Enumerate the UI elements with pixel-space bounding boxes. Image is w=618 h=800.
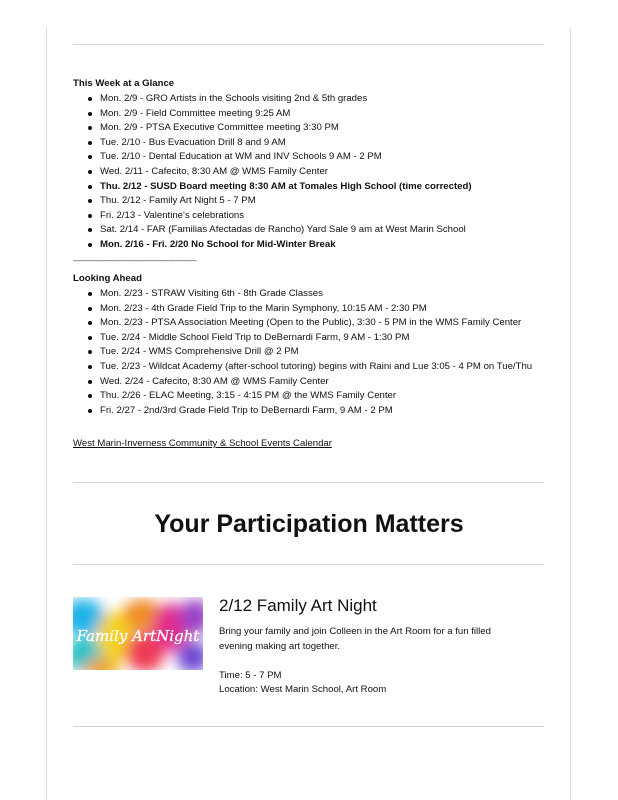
art-night-graphic	[73, 597, 203, 670]
glance-item: Mon. 2/9 - Field Committee meeting 9:25 AM	[73, 107, 553, 122]
family-art-night-image	[73, 597, 203, 670]
events-calendar-link[interactable]: West Marin-Inverness Community & School Events Calendar	[73, 438, 332, 449]
looking-ahead-list	[73, 287, 553, 418]
event-details	[219, 625, 519, 698]
participation-heading: Your Participation Matters	[154, 510, 464, 538]
ahead-item: Mon. 2/23 - 4th Grade Field Trip to the Marin Symphony, 10:15 AM - 2:30 PM	[73, 302, 553, 317]
top-divider	[73, 44, 544, 45]
ahead-item: Fri. 2/27 - 2nd/3rd Grade Field Trip to DeBernardi Farm, 9 AM - 2 PM	[73, 404, 553, 419]
event-title: 2/12 Family Art Night	[219, 596, 377, 615]
glance-item: Mon. 2/9 - GRO Artists in the Schools visiting 2nd & 5th grades	[73, 92, 553, 107]
event-spacer	[219, 654, 519, 669]
glance-item: Mon. 2/16 - Fri. 2/20 No School for Mid-Winter Break	[73, 238, 553, 253]
ahead-item: Tue. 2/23 - Wildcat Academy (after-school tutoring) begins with Raini and Lue 3:05 - 4 PM on Tue/Thu	[73, 360, 553, 375]
section-divider	[73, 482, 544, 483]
dashed-separator: ---------------------------------------------------------	[73, 256, 197, 265]
glance-item: Tue. 2/10 - Dental Education at WM and INV Schools 9 AM - 2 PM	[73, 150, 553, 165]
left-border	[46, 28, 47, 800]
bottom-divider	[73, 726, 544, 727]
glance-item: Wed. 2/11 - Cafecito, 8:30 AM @ WMS Family Center	[73, 165, 553, 180]
looking-ahead-title: Looking Ahead	[73, 273, 142, 284]
right-border	[570, 28, 571, 800]
event-location: Location: West Marin School, Art Room	[219, 684, 387, 695]
ahead-item: Thu. 2/26 - ELAC Meeting, 3:15 - 4:15 PM @ the WMS Family Center	[73, 389, 553, 404]
event-time: Time: 5 - 7 PM	[219, 669, 282, 681]
glance-item: Fri. 2/13 - Valentine's celebrations	[73, 209, 553, 224]
art-night-image-text: Family ArtNight	[76, 627, 200, 645]
glance-title: This Week at a Glance	[73, 78, 175, 89]
glance-list	[73, 92, 553, 253]
glance-item: Sat. 2/14 - FAR (Familias Afectadas de Rancho) Yard Sale 9 am at West Marin School	[73, 223, 553, 238]
glance-item: Tue. 2/10 - Bus Evacuation Drill 8 and 9 AM	[73, 136, 553, 151]
glance-item: Mon. 2/9 - PTSA Executive Committee meeting 3:30 PM	[73, 121, 553, 136]
heading-divider	[73, 564, 544, 565]
ahead-item: Wed. 2/24 - Cafecito, 8:30 AM @ WMS Family Center	[73, 375, 553, 390]
event-description: Bring your family and join Colleen in the Art Room for a fun filled evening making art together.	[219, 626, 491, 652]
ahead-item: Mon. 2/23 - PTSA Association Meeting (Open to the Public), 3:30 - 5 PM in the WMS Family Center	[73, 316, 553, 331]
glance-item: Thu. 2/12 - SUSD Board meeting 8:30 AM at Tomales High School (time corrected)	[73, 180, 553, 195]
ahead-item: Mon. 2/23 - STRAW Visiting 6th - 8th Grade Classes	[73, 287, 553, 302]
ahead-item: Tue. 2/24 - WMS Comprehensive Drill @ 2 PM	[73, 345, 553, 360]
glance-item: Thu. 2/12 - Family Art Night 5 - 7 PM	[73, 194, 553, 209]
ahead-item: Tue. 2/24 - Middle School Field Trip to DeBernardi Farm, 9 AM - 1:30 PM	[73, 331, 553, 346]
